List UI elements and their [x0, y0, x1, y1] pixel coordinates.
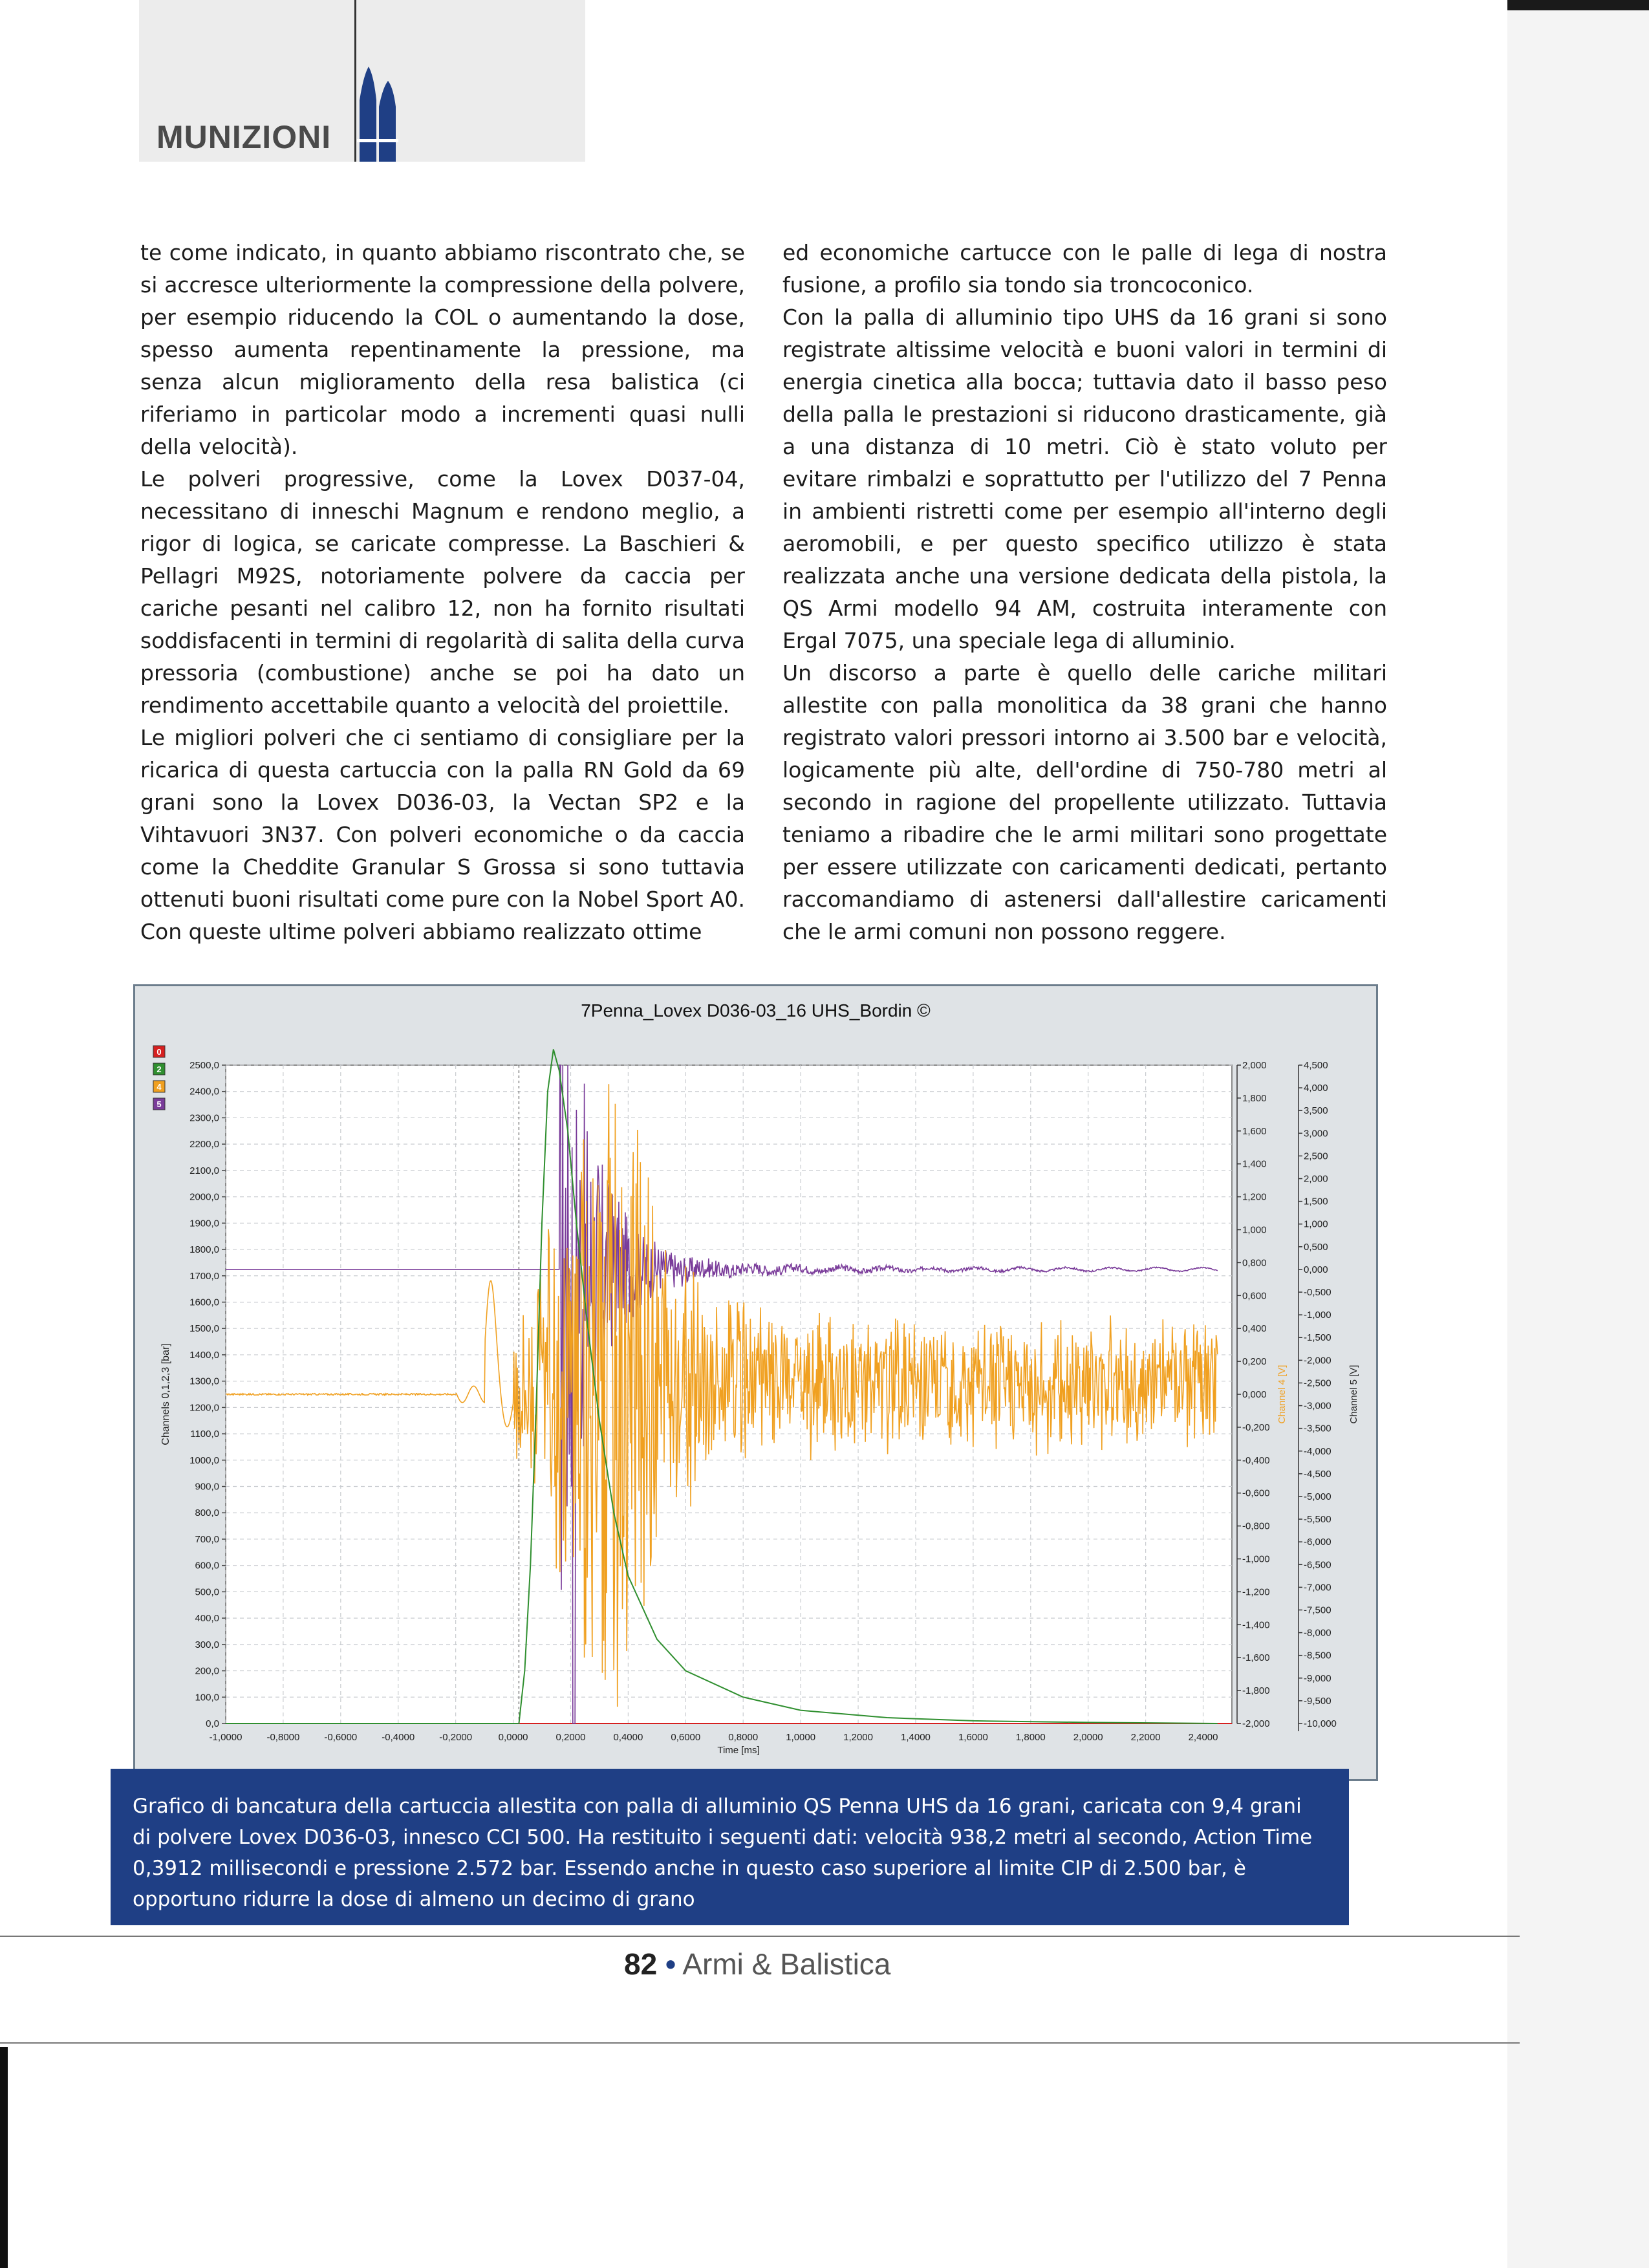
- paragraph: Un discorso a parte è quello delle cariche militari allestite con palla monolitica da 38 grani che hanno registrato valori pressori intorno ai 3.500 bar e velocità, logicamente più alte, dell'ordine di 750-780 metri al secondo in ragione del propellente utilizzato. Tuttavia teniamo a ribadire che le armi militari sono progettate per essere utilizzate con caricamenti dedicati, pertanto raccomandiamo di astenersi dall'allestire caricamenti che le armi comuni non possono reggere.: [782, 660, 1387, 944]
- right2-tick-label: -6,000: [1304, 1537, 1331, 1548]
- y-tick-label: 1300,0: [189, 1376, 219, 1387]
- right2-tick-label: 1,000: [1304, 1218, 1328, 1230]
- right1-tick-label: 1,800: [1242, 1092, 1267, 1104]
- right2-tick-label: -2,500: [1304, 1377, 1331, 1389]
- right2-tick-label: -7,000: [1304, 1582, 1331, 1593]
- right2-tick-label: -9,500: [1304, 1695, 1331, 1707]
- y-tick-label: 1500,0: [189, 1323, 219, 1335]
- x-tick-label: -0,8000: [266, 1732, 300, 1743]
- x-tick-label: 2,2000: [1130, 1732, 1161, 1743]
- right2-tick-label: 4,500: [1304, 1060, 1328, 1071]
- y-tick-label: 1000,0: [189, 1454, 219, 1466]
- chart-title: 7Penna_Lovex D036-03_16 UHS_Bordin ©: [581, 1000, 931, 1021]
- pressure-chart: [133, 984, 1378, 1781]
- right2-tick-label: -10,000: [1304, 1718, 1337, 1729]
- right2-tick-label: -3,000: [1304, 1400, 1331, 1412]
- paragraph: Le migliori polveri che ci sentiamo di consigliare per la ricarica di questa cartuccia con la palla RN Gold da 69 grani sono la Lovex D036-03, la Vectan SP2 e la Vihtavuori 3N37. Con polveri economiche o da caccia come la Cheddite Granular S Grossa si sono tuttavia ottenuti buoni risultati come pure con la Nobel Sport A0. Con queste ultime polveri abbiamo realizzato ottime: [140, 725, 745, 944]
- section-title: MUNIZIONI: [156, 119, 332, 155]
- right2-tick-label: 2,000: [1304, 1173, 1328, 1185]
- x-tick-label: -0,2000: [439, 1732, 473, 1743]
- right2-tick-label: 0,000: [1304, 1264, 1328, 1275]
- right2-tick-label: -5,500: [1304, 1514, 1331, 1526]
- magazine-name: Armi & Balistica: [682, 1947, 891, 1981]
- paragraph: Le polveri progressive, come la Lovex D037-04, necessitano di inneschi Magnum e rendono meglio, a rigor di logica, se caricate compresse. La Baschieri & Pellagri M92S, notoriamente polvere da caccia per cariche pesanti nel calibro 12, non ha fornito risultati soddisfacenti in termini di regolarità di salita della curva pressoria (combustione) anche se poi ha dato un rendimento accettabile quanto a velocità del proiettile.: [140, 466, 745, 718]
- right2-tick-label: -2,000: [1304, 1355, 1331, 1366]
- x-tick-label: -1,0000: [209, 1732, 242, 1743]
- right1-tick-label: 0,600: [1242, 1290, 1267, 1302]
- legend-label: 5: [156, 1099, 162, 1109]
- x-tick-label: 0,8000: [728, 1732, 759, 1743]
- x-tick-label: 0,6000: [671, 1732, 701, 1743]
- right2-tick-label: -9,000: [1304, 1672, 1331, 1684]
- y-tick-label: 1700,0: [189, 1270, 219, 1282]
- y-tick-label: 1800,0: [189, 1244, 219, 1256]
- right2-tick-label: -0,500: [1304, 1287, 1331, 1299]
- right1-tick-label: -1,400: [1242, 1619, 1270, 1631]
- right2-tick-label: -1,000: [1304, 1310, 1331, 1321]
- text-column-right: [782, 237, 1387, 948]
- scan-edge: [0, 2047, 8, 2268]
- chart-canvas: [135, 986, 1376, 1779]
- right2-tick-label: -4,000: [1304, 1445, 1331, 1457]
- y-tick-label: 0,0: [206, 1718, 219, 1729]
- footer-rule: [0, 1936, 1520, 1937]
- right2-tick-label: -8,500: [1304, 1650, 1331, 1661]
- right1-tick-label: 0,400: [1242, 1323, 1267, 1335]
- x-tick-label: 1,6000: [958, 1732, 988, 1743]
- right2-tick-label: -3,500: [1304, 1423, 1331, 1434]
- legend-label: 2: [156, 1064, 162, 1074]
- x-tick-label: 1,4000: [901, 1732, 931, 1743]
- page-footer: [624, 1947, 890, 1982]
- y-tick-label: 2100,0: [189, 1165, 219, 1176]
- y-tick-label: 700,0: [195, 1533, 219, 1545]
- x-axis-title: Time [ms]: [717, 1745, 760, 1756]
- text-column-left: [140, 237, 745, 948]
- figure-caption: Grafico di bancatura della cartuccia allestita con palla di alluminio QS Penna UHS da 16 grani, caricata con 9,4 grani di polvere Lovex D036-03, innesco CCI 500. Ha restituito i seguenti dati: velocità 938,2 metri al secondo, Action Time 0,3912 millisecondi e pressione 2.572 bar. Essendo anche in questo caso superiore al limite CIP di 2.500 bar, è opportuno ridurre la dose di almeno un decimo di grano: [111, 1769, 1349, 1925]
- paragraph: te come indicato, in quanto abbiamo riscontrato che, se si accresce ulteriormente la compressione della polvere, per esempio riducendo la COL o aumentando la dose, spesso aumenta repentinamente la pressione, ma senza alcun miglioramento della resa balistica (ci riferiamo in particolar modo a incrementi quasi nulli della velocità).: [140, 240, 745, 459]
- x-tick-label: 0,2000: [555, 1732, 586, 1743]
- page-number: 82: [624, 1947, 658, 1981]
- right1-tick-label: -0,800: [1242, 1520, 1270, 1532]
- x-tick-label: 1,0000: [786, 1732, 816, 1743]
- y-tick-label: 1600,0: [189, 1297, 219, 1308]
- x-tick-label: 2,0000: [1073, 1732, 1103, 1743]
- x-tick-label: 1,8000: [1015, 1732, 1046, 1743]
- right1-tick-label: -0,200: [1242, 1421, 1270, 1433]
- y-tick-label: 500,0: [195, 1586, 219, 1598]
- y-tick-label: 2000,0: [189, 1191, 219, 1203]
- right1-tick-label: -0,400: [1242, 1454, 1270, 1466]
- scan-edge: [1507, 0, 1649, 10]
- x-tick-label: 0,0000: [498, 1732, 528, 1743]
- right1-tick-label: 2,000: [1242, 1060, 1267, 1071]
- y-tick-label: 800,0: [195, 1507, 219, 1519]
- y-tick-label: 100,0: [195, 1692, 219, 1703]
- x-tick-label: 1,2000: [843, 1732, 874, 1743]
- right2-tick-label: 1,500: [1304, 1196, 1328, 1207]
- y-tick-label: 2200,0: [189, 1139, 219, 1150]
- right1-tick-label: 1,400: [1242, 1158, 1267, 1170]
- right1-tick-label: -1,600: [1242, 1652, 1270, 1664]
- right2-tick-label: -5,000: [1304, 1491, 1331, 1502]
- paragraph: ed economiche cartucce con le palle di lega di nostra fusione, a profilo sia tondo sia troncoconico.: [782, 240, 1387, 297]
- y-tick-label: 1100,0: [190, 1429, 219, 1440]
- right2-tick-label: -8,000: [1304, 1627, 1331, 1639]
- right2-tick-label: 3,000: [1304, 1128, 1328, 1139]
- right2-tick-label: -4,500: [1304, 1468, 1331, 1480]
- right1-tick-label: -1,000: [1242, 1553, 1270, 1565]
- legend-label: 4: [156, 1082, 162, 1092]
- right2-tick-label: 4,000: [1304, 1083, 1328, 1094]
- x-tick-label: 2,4000: [1188, 1732, 1218, 1743]
- y-tick-label: 600,0: [195, 1560, 219, 1571]
- y-axis-title: Channels 0,1,2,3 [bar]: [160, 1343, 171, 1445]
- right1-tick-label: -2,000: [1242, 1718, 1270, 1729]
- cartridge-logo-icon: [354, 61, 400, 162]
- x-tick-label: -0,6000: [324, 1732, 358, 1743]
- right1-axis-title: Channel 4 [V]: [1277, 1365, 1288, 1424]
- y-tick-label: 200,0: [195, 1665, 219, 1677]
- right2-tick-label: 2,500: [1304, 1150, 1328, 1162]
- x-tick-label: 0,4000: [613, 1732, 643, 1743]
- right1-tick-label: 0,000: [1242, 1389, 1267, 1400]
- right1-tick-label: 1,200: [1242, 1191, 1267, 1203]
- right1-tick-label: -1,200: [1242, 1586, 1270, 1598]
- legend-label: 0: [156, 1047, 162, 1057]
- right1-tick-label: -0,600: [1242, 1487, 1270, 1499]
- footer-rule: [0, 2042, 1520, 2044]
- right2-tick-label: 3,500: [1304, 1105, 1328, 1117]
- right1-tick-label: 0,200: [1242, 1356, 1267, 1368]
- right2-tick-label: -6,500: [1304, 1559, 1331, 1571]
- right2-tick-label: -1,500: [1304, 1332, 1331, 1344]
- right1-tick-label: -1,800: [1242, 1685, 1270, 1697]
- y-tick-label: 300,0: [195, 1639, 219, 1650]
- scan-margin: [1507, 0, 1649, 2268]
- y-tick-label: 2400,0: [189, 1086, 219, 1097]
- y-tick-label: 1400,0: [189, 1349, 219, 1361]
- right1-tick-label: 0,800: [1242, 1257, 1267, 1269]
- paragraph: Con la palla di alluminio tipo UHS da 16 grani si sono registrate altissime velocità e buoni valori in termini di energia cinetica alla bocca; tuttavia dato il basso peso della palla le prestazioni si riducono drasticamente, già a una distanza di 10 metri. Ciò è stato voluto per evitare rimbalzi e soprattutto per l'utilizzo del 7 Penna in ambienti ristretti come per esempio all'interno degli aeromobili, e per questo specifico utilizzo è stata realizzata anche una versione dedicata della pistola, la QS Armi modello 94 AM, costruita interamente con Ergal 7075, una speciale lega di alluminio.: [782, 305, 1387, 653]
- y-tick-label: 1200,0: [189, 1402, 219, 1414]
- footer-separator: •: [665, 1947, 676, 1981]
- y-tick-label: 900,0: [195, 1481, 219, 1493]
- y-tick-label: 1900,0: [189, 1218, 219, 1229]
- x-tick-label: -0,4000: [382, 1732, 415, 1743]
- right1-tick-label: 1,000: [1242, 1224, 1267, 1236]
- right2-tick-label: 0,500: [1304, 1241, 1328, 1253]
- right2-axis-title: Channel 5 [V]: [1348, 1365, 1359, 1424]
- y-tick-label: 2500,0: [189, 1060, 219, 1071]
- right1-tick-label: 1,600: [1242, 1125, 1267, 1137]
- y-tick-label: 2300,0: [189, 1112, 219, 1124]
- y-tick-label: 400,0: [195, 1613, 219, 1625]
- right2-tick-label: -7,500: [1304, 1604, 1331, 1616]
